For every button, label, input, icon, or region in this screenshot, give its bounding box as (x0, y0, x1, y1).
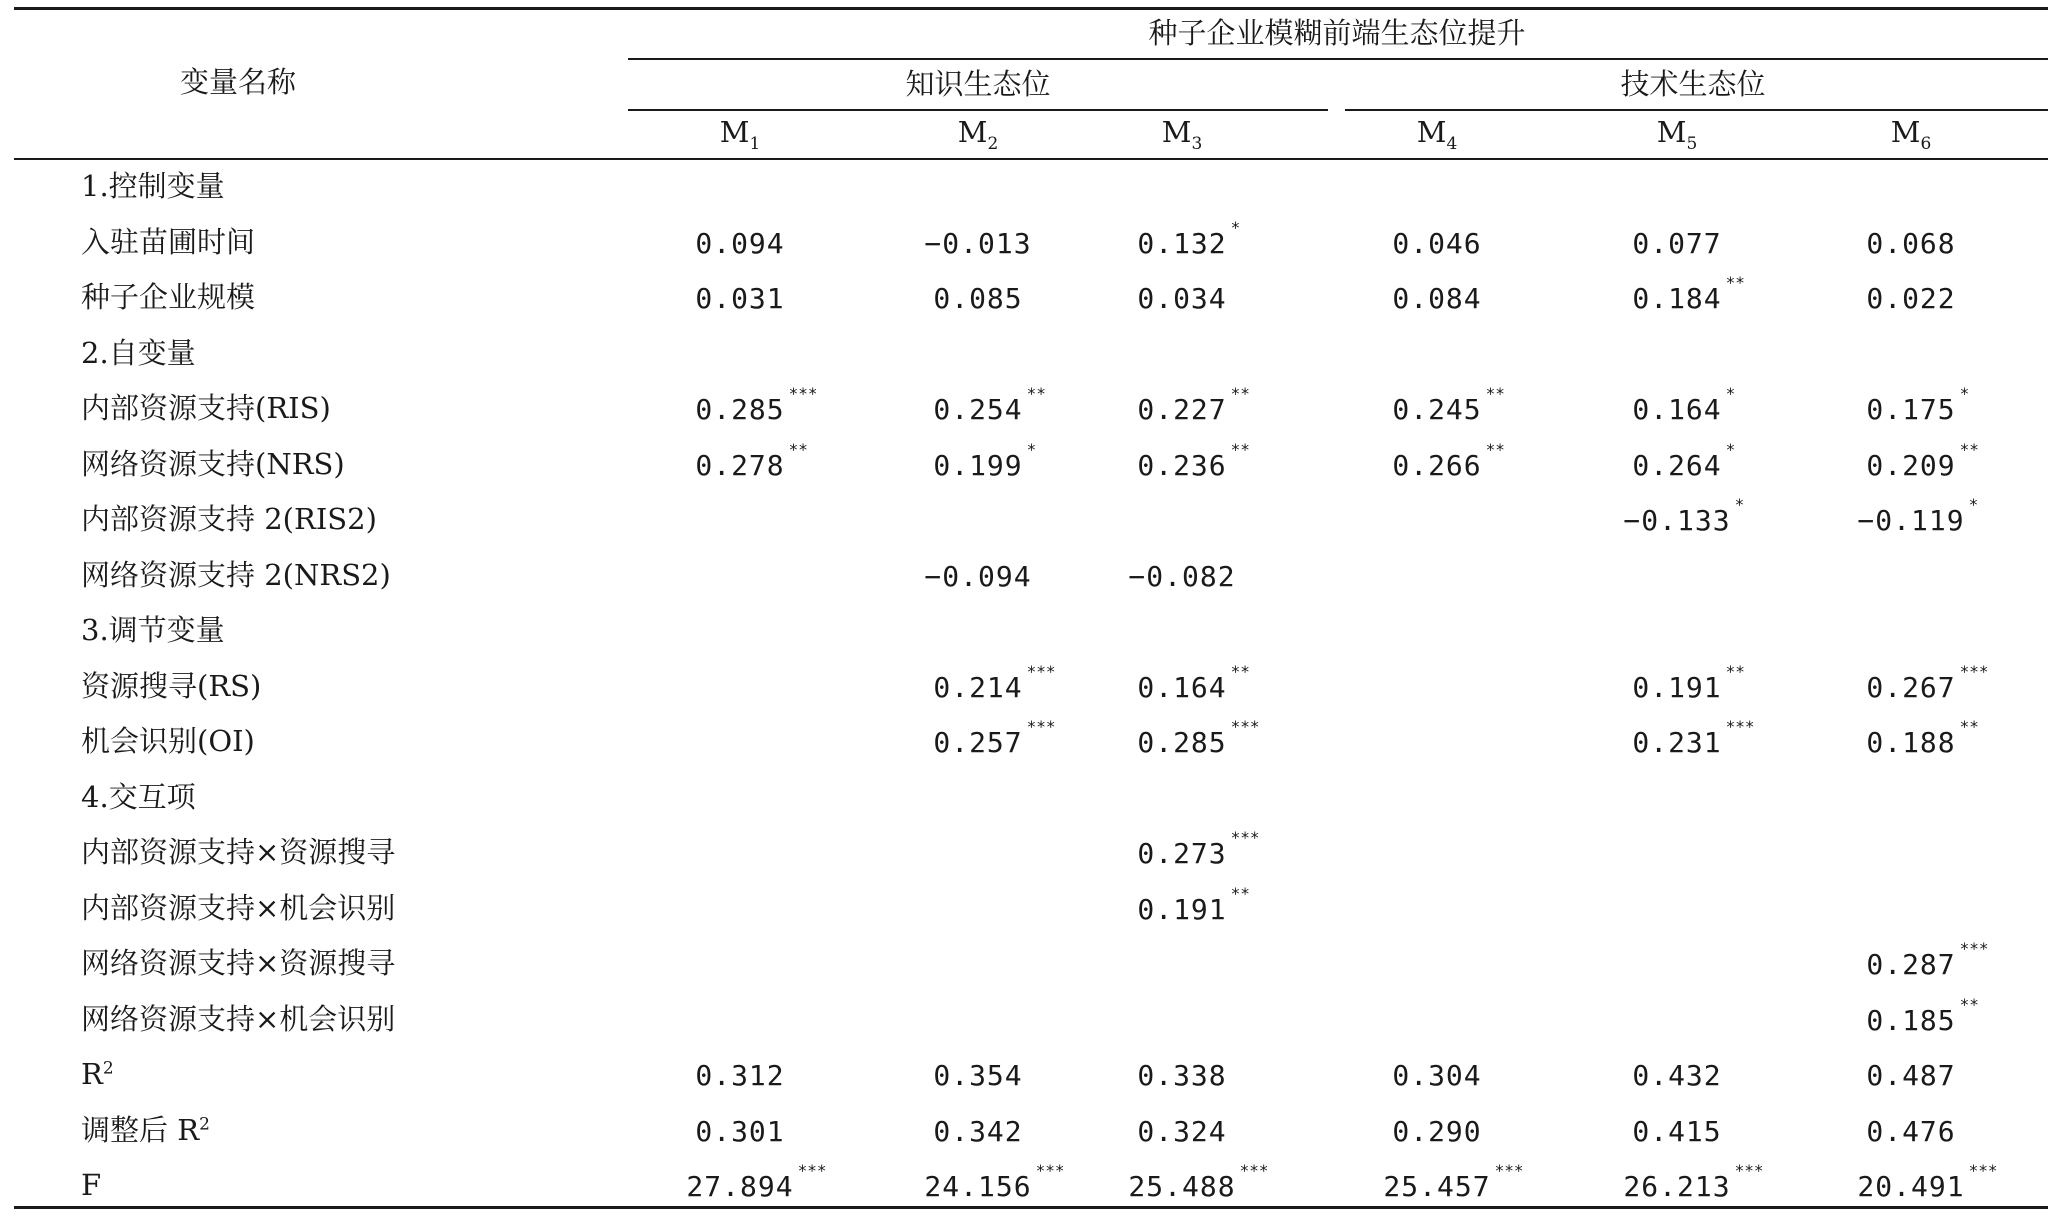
table-cell: 0.304 (1392, 1059, 1482, 1092)
row-label: 网络资源支持×资源搜寻 (81, 946, 396, 980)
table-cell: 20.491 *** (1857, 1161, 1998, 1203)
significance-stars: ** (1725, 273, 1745, 292)
row-label: 资源搜寻(RS) (81, 668, 262, 703)
model-header-m1: $M_1$ (719, 115, 761, 154)
significance-stars: ** (1959, 439, 1979, 459)
significance-stars: ** (1230, 384, 1250, 403)
table-cell: 0.191 ** (1632, 661, 1745, 704)
knowledge-niche-header: 知识生态位 (905, 67, 1051, 101)
significance-stars: ** (1485, 439, 1505, 459)
row-label: 4.交互项 (81, 779, 196, 814)
row-label: 内部资源支持×机会识别 (81, 890, 396, 925)
table-cell: 24.156 *** (924, 1161, 1065, 1203)
row-label: 3.调节变量 (81, 613, 225, 647)
significance-stars: *** (1734, 1161, 1764, 1180)
dependent-rule (628, 58, 2048, 60)
significance-stars: *** (1026, 717, 1056, 736)
row-label: 入驻苗圃时间 (81, 224, 256, 259)
table-cell: 0.231 *** (1632, 717, 1755, 759)
table-cell: 0.199 * (933, 439, 1037, 482)
significance-stars: * (1026, 439, 1037, 459)
significance-stars: *** (1230, 828, 1260, 847)
table-cell: −0.094 (924, 559, 1032, 593)
table-cell: 0.476 (1866, 1114, 1956, 1148)
row-label: 内部资源支持 2(RIS2) (81, 502, 377, 536)
row-label: 网络资源支持(NRS) (81, 446, 345, 481)
table-cell: 0.188 ** (1866, 717, 1979, 759)
significance-stars: ** (1026, 384, 1046, 403)
table-cell: 0.415 (1632, 1114, 1722, 1148)
model-header-m6: $M_6$ (1890, 115, 1932, 154)
dependent-variable-header: 种子企业模糊前端生态位提升 (1148, 16, 1526, 50)
significance-stars: *** (1959, 661, 1989, 681)
table-cell: 0.290 (1392, 1114, 1482, 1148)
model-header-m4: $M_4$ (1416, 115, 1458, 154)
table-cell: 0.342 (933, 1114, 1023, 1148)
significance-stars: ** (1725, 661, 1745, 681)
model-header-m5: $M_5$ (1656, 115, 1698, 154)
table-cell: 0.094 (695, 226, 785, 260)
table-cell: 0.285 *** (1137, 717, 1260, 759)
significance-stars: *** (1968, 1161, 1998, 1180)
row-label: 内部资源支持×资源搜寻 (81, 835, 396, 869)
table-cell: 0.164 ** (1137, 661, 1250, 704)
significance-stars: * (1725, 439, 1736, 459)
table-cell: 0.068 (1866, 226, 1956, 260)
variable-name-header: 变量名称 (179, 65, 297, 99)
table-cell: 0.254 ** (933, 384, 1046, 426)
significance-stars: *** (1494, 1161, 1524, 1180)
table-cell: 0.209 ** (1866, 439, 1979, 482)
table-cell: 25.457 *** (1383, 1161, 1524, 1203)
row-label: 内部资源支持(RIS) (81, 391, 331, 425)
table-cell: 0.084 (1392, 282, 1482, 315)
table-cell: 0.175 * (1866, 384, 1970, 426)
table-cell: 0.085 (933, 282, 1023, 315)
row-label: 调整后 $R^2$ (81, 1112, 210, 1147)
row-label: 网络资源支持×机会识别 (81, 1001, 396, 1036)
significance-stars: * (1959, 384, 1970, 403)
table-cell: 0.245 ** (1392, 384, 1505, 426)
model-header-m2: $M_2$ (957, 115, 999, 154)
significance-stars: ** (1230, 883, 1250, 903)
table-cell: 0.312 (695, 1059, 785, 1092)
table-cell: 0.191 ** (1137, 883, 1250, 926)
significance-stars: ** (1959, 717, 1979, 736)
table-cell: 0.184 ** (1632, 273, 1745, 315)
table-cell: 0.432 (1632, 1059, 1722, 1092)
table-cell: 0.278 ** (695, 439, 808, 482)
group2-rule (1345, 109, 2048, 111)
table-cell: 0.236 ** (1137, 439, 1250, 482)
top-rule (14, 7, 2048, 10)
table-cell: 0.266 ** (1392, 439, 1505, 482)
table-cell: 0.046 (1392, 226, 1482, 260)
significance-stars: ** (788, 439, 808, 459)
table-cell: 0.338 (1137, 1059, 1227, 1092)
significance-stars: *** (1239, 1161, 1269, 1180)
significance-stars: *** (1230, 717, 1260, 736)
table-cell: 0.287 *** (1866, 939, 1989, 981)
model-header-m3: $M_3$ (1161, 115, 1203, 154)
table-cell: −0.119 * (1857, 495, 1979, 537)
table-cell: 0.022 (1866, 282, 1956, 315)
table-cell: 0.077 (1632, 226, 1722, 260)
group1-rule (628, 109, 1328, 111)
table-cell: 0.034 (1137, 282, 1227, 315)
table-cell: 0.257 *** (933, 717, 1056, 759)
table-cell: 0.487 (1866, 1059, 1956, 1092)
table-cell: 0.031 (695, 282, 785, 315)
table-cell: 0.185 ** (1866, 994, 1979, 1037)
significance-stars: *** (1026, 661, 1056, 681)
significance-stars: *** (1035, 1161, 1065, 1180)
significance-stars: * (1725, 384, 1736, 403)
table-cell: 27.894 *** (686, 1161, 827, 1203)
table-cell: −0.082 (1128, 559, 1236, 593)
table-cell: −0.013 (924, 226, 1032, 260)
table-cell: 0.264 * (1632, 439, 1736, 482)
row-label: 机会识别(OI) (81, 724, 255, 758)
significance-stars: * (1968, 495, 1979, 514)
row-label: 种子企业规模 (81, 280, 256, 314)
table-cell: 0.285 *** (695, 384, 818, 426)
row-label: $R^2$ (81, 1057, 114, 1091)
table-cell: 0.214 *** (933, 661, 1056, 704)
row-label: 2.自变量 (81, 335, 196, 370)
bottom-rule (14, 1206, 2048, 1209)
row-label: 1.控制变量 (81, 169, 225, 203)
significance-stars: ** (1230, 661, 1250, 681)
technology-niche-header: 技术生态位 (1620, 67, 1766, 101)
table-cell: 0.164 * (1632, 384, 1736, 426)
row-label: 网络资源支持 2(NRS2) (81, 557, 391, 592)
table-cell: 0.132 * (1137, 217, 1241, 260)
significance-stars: *** (797, 1161, 827, 1180)
significance-stars: ** (1485, 384, 1505, 403)
header-bottom-rule (14, 158, 2048, 160)
significance-stars: * (1734, 495, 1745, 514)
table-cell: 26.213 *** (1623, 1161, 1764, 1203)
table-cell: 0.227 ** (1137, 384, 1250, 426)
significance-stars: *** (1725, 717, 1755, 736)
table-cell: 0.324 (1137, 1114, 1227, 1148)
significance-stars: ** (1230, 439, 1250, 459)
table-cell: −0.133 * (1623, 495, 1745, 537)
table-cell: 0.267 *** (1866, 661, 1989, 704)
significance-stars: *** (1959, 939, 1989, 958)
table-cell: 0.354 (933, 1059, 1023, 1092)
table-cell: 0.273 *** (1137, 828, 1260, 870)
significance-stars: * (1230, 217, 1241, 237)
row-label: F (81, 1168, 102, 1202)
significance-stars: ** (1959, 994, 1979, 1014)
significance-stars: *** (788, 384, 818, 403)
table-cell: 25.488 *** (1128, 1161, 1269, 1203)
table-cell: 0.301 (695, 1114, 785, 1148)
